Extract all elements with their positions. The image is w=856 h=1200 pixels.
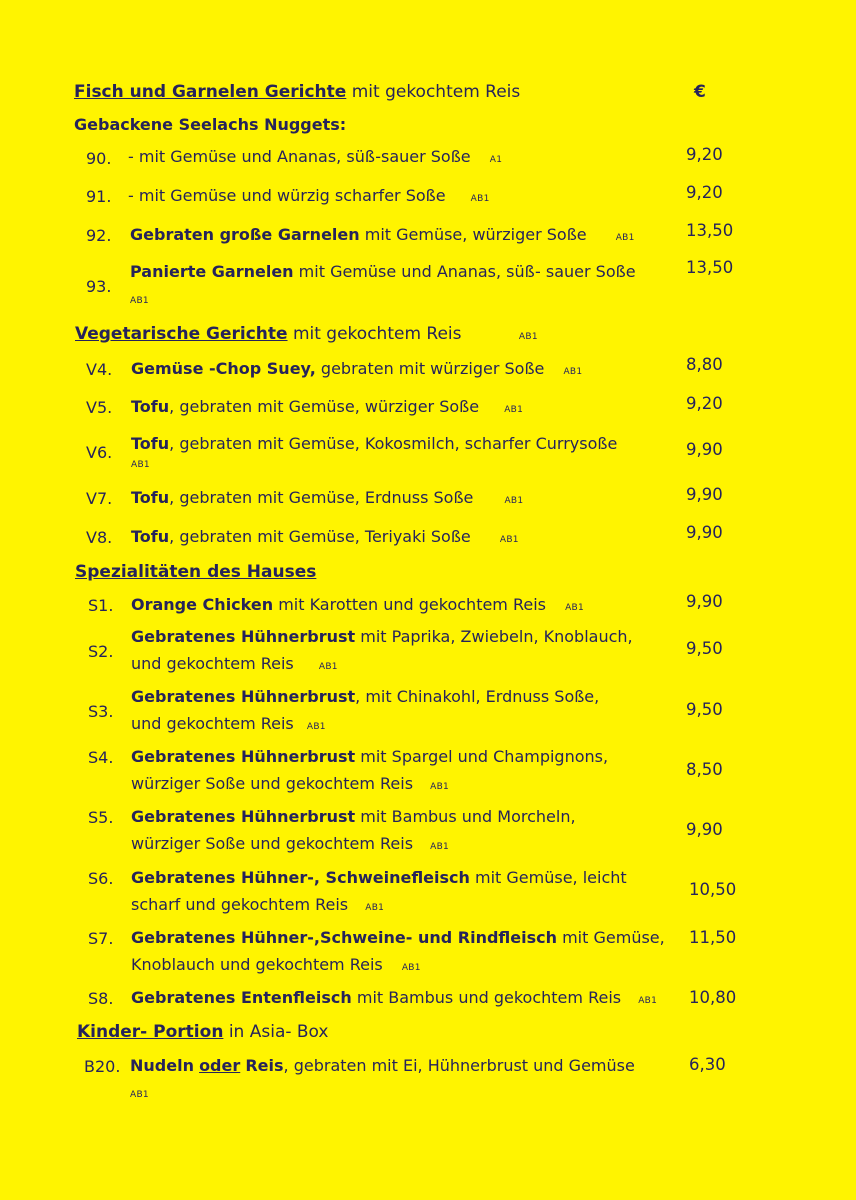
item-price: 9,90 xyxy=(686,485,723,504)
item-description-line2: und gekochtem Reis AB1 xyxy=(131,654,338,673)
item-price: 13,50 xyxy=(686,258,734,277)
section-title: Spezialitäten des Hauses xyxy=(75,562,317,582)
item-price: 9,90 xyxy=(686,440,723,459)
item-bold-name: Gebratenes Hühner-,Schweine- und Rindfleisch xyxy=(131,928,557,947)
item-description: Panierte Garnelen mit Gemüse und Ananas, süß- sauer Soße xyxy=(130,262,636,281)
item-bold-name: Gebratenes Hühnerbrust xyxy=(131,687,356,706)
item-bold-name: Tofu xyxy=(131,527,170,546)
allergen-code: AB1 xyxy=(430,782,450,792)
item-number: V7. xyxy=(86,489,113,508)
item-price: 9,90 xyxy=(686,820,723,839)
item-bold-name: Gebratenes Hühnerbrust xyxy=(131,807,356,826)
section-title: Kinder- Portion xyxy=(77,1022,224,1042)
item-description-line2: würziger Soße und gekochtem Reis AB1 xyxy=(131,834,450,853)
section-title: Fisch und Garnelen Gerichte xyxy=(74,82,347,102)
item-number: S4. xyxy=(88,748,114,767)
item-bold-name: Orange Chicken xyxy=(131,595,274,614)
item-description: Tofu, gebraten mit Gemüse, würziger Soße AB1 xyxy=(131,397,524,416)
allergen-code: AB1 xyxy=(318,662,338,672)
item-bold-name: Panierte Garnelen xyxy=(130,262,294,281)
item-bold-name: Gebratenes Hühner-, Schweinefleisch xyxy=(131,868,470,887)
item-price: 9,90 xyxy=(686,523,723,542)
section-heading-specials xyxy=(75,562,316,582)
allergen-code: AB1 xyxy=(504,405,524,415)
item-price: 13,50 xyxy=(686,221,734,240)
section-heading-kids xyxy=(77,1022,329,1042)
item-bold-name: Gebratenes Hühnerbrust xyxy=(131,747,356,766)
item-price: 9,20 xyxy=(686,183,723,202)
section-title: Vegetarische Gerichte xyxy=(75,324,288,344)
item-price: 9,20 xyxy=(686,394,723,413)
allergen-code: AB1 xyxy=(401,963,421,973)
item-bold-name: Gemüse -Chop Suey, xyxy=(131,359,316,378)
allergen-code: AB1 xyxy=(470,194,490,204)
item-price: 8,50 xyxy=(686,760,723,779)
item-price: 9,90 xyxy=(686,592,723,611)
item-bold-name: Tofu xyxy=(131,434,170,453)
item-description: Gebratenes Hühner-,Schweine- und Rindfleisch mit Gemüse, xyxy=(131,928,665,947)
allergen-code: AB1 xyxy=(365,903,385,913)
item-description-line2: würziger Soße und gekochtem Reis AB1 xyxy=(131,774,450,793)
item-description: Gebratenes Hühnerbrust mit Spargel und Champignons, xyxy=(131,747,609,766)
allergen-code: AB1 xyxy=(638,996,658,1006)
subheading-nuggets: Gebackene Seelachs Nuggets: xyxy=(74,115,347,134)
allergen-code: AB1 xyxy=(615,233,635,243)
item-description: Gebratenes Entenfleisch mit Bambus und gekochtem Reis AB1 xyxy=(131,988,658,1007)
item-number: S1. xyxy=(88,596,114,615)
item-price: 9,20 xyxy=(686,145,723,164)
item-bold-or: oder xyxy=(199,1056,241,1075)
item-number: 92. xyxy=(86,226,112,245)
currency-symbol: € xyxy=(694,82,706,102)
item-description-line2: und gekochtem Reis AB1 xyxy=(131,714,326,733)
item-price: 11,50 xyxy=(689,928,737,947)
item-number: V6. xyxy=(86,443,113,462)
item-price: 10,50 xyxy=(689,880,737,899)
item-description: - mit Gemüse und würzig scharfer Soße AB1 xyxy=(128,186,490,205)
item-number: B20. xyxy=(84,1057,121,1076)
item-description-line2: Knoblauch und gekochtem Reis AB1 xyxy=(131,955,421,974)
item-number: 91. xyxy=(86,187,112,206)
item-number: S5. xyxy=(88,808,114,827)
item-bold-name: Gebratenes Entenfleisch xyxy=(131,988,352,1007)
item-number: S2. xyxy=(88,642,114,661)
item-description: Tofu, gebraten mit Gemüse, Erdnuss Soße AB1 xyxy=(131,488,524,507)
item-bold-name: Tofu xyxy=(131,488,170,507)
allergen-code: AB1 xyxy=(430,842,450,852)
item-bold-name-2: Reis xyxy=(245,1056,284,1075)
item-description: Gebratenes Hühnerbrust mit Bambus und Morcheln, xyxy=(131,807,576,826)
allergen-code: AB1 xyxy=(518,332,538,342)
item-price: 8,80 xyxy=(686,355,723,374)
item-description: Gebratenes Hühnerbrust mit Paprika, Zwiebeln, Knoblauch, xyxy=(131,627,633,646)
allergen-code: A1 xyxy=(489,155,503,165)
allergen-code: AB1 xyxy=(131,460,150,470)
section-suffix: mit gekochtem Reis xyxy=(292,324,462,344)
item-number: V8. xyxy=(86,528,113,547)
allergen-code: AB1 xyxy=(130,296,149,306)
item-description: Nudeln oder Reis, gebraten mit Ei, Hühnerbrust und Gemüse xyxy=(130,1056,635,1075)
item-number: V5. xyxy=(86,398,113,417)
item-description: Gebratenes Hühner-, Schweinefleisch mit Gemüse, leicht xyxy=(131,868,627,887)
item-price: 9,50 xyxy=(686,639,723,658)
allergen-code: AB1 xyxy=(130,1090,149,1100)
allergen-code: AB1 xyxy=(499,535,519,545)
allergen-code: AB1 xyxy=(504,496,524,506)
item-price: 9,50 xyxy=(686,700,723,719)
item-description-line2: scharf und gekochtem Reis AB1 xyxy=(131,895,385,914)
allergen-code: AB1 xyxy=(563,367,583,377)
item-price: 10,80 xyxy=(689,988,737,1007)
item-bold-name: Gebraten große Garnelen xyxy=(130,225,360,244)
item-bold-name: Gebratenes Hühnerbrust xyxy=(131,627,356,646)
section-suffix: mit gekochtem Reis xyxy=(351,82,521,102)
item-description: Tofu, gebraten mit Gemüse, Kokosmilch, scharfer Currysoße xyxy=(131,434,618,453)
item-description: - mit Gemüse und Ananas, süß-sauer Soße A1 xyxy=(128,147,503,166)
item-number: S3. xyxy=(88,702,114,721)
item-number: 93. xyxy=(86,277,112,296)
item-number: V4. xyxy=(86,360,113,379)
item-number: 90. xyxy=(86,149,112,168)
section-heading-vegetarian xyxy=(75,324,538,344)
item-bold-name: Tofu xyxy=(131,397,170,416)
item-number: S8. xyxy=(88,989,114,1008)
allergen-code: AB1 xyxy=(306,722,326,732)
item-description: Gebraten große Garnelen mit Gemüse, würziger Soße AB1 xyxy=(130,225,635,244)
item-description: Gemüse -Chop Suey, gebraten mit würziger Soße AB1 xyxy=(131,359,583,378)
section-heading-fish xyxy=(74,82,520,102)
item-number: S7. xyxy=(88,929,114,948)
item-number: S6. xyxy=(88,869,114,888)
item-price: 6,30 xyxy=(689,1055,726,1074)
item-description: Tofu, gebraten mit Gemüse, Teriyaki Soße AB1 xyxy=(131,527,519,546)
allergen-code: AB1 xyxy=(565,603,585,613)
item-description: Orange Chicken mit Karotten und gekochtem Reis AB1 xyxy=(131,595,585,614)
section-suffix: in Asia- Box xyxy=(228,1022,329,1042)
item-bold-name: Nudeln xyxy=(130,1056,194,1075)
item-description: Gebratenes Hühnerbrust, mit Chinakohl, Erdnuss Soße, xyxy=(131,687,600,706)
